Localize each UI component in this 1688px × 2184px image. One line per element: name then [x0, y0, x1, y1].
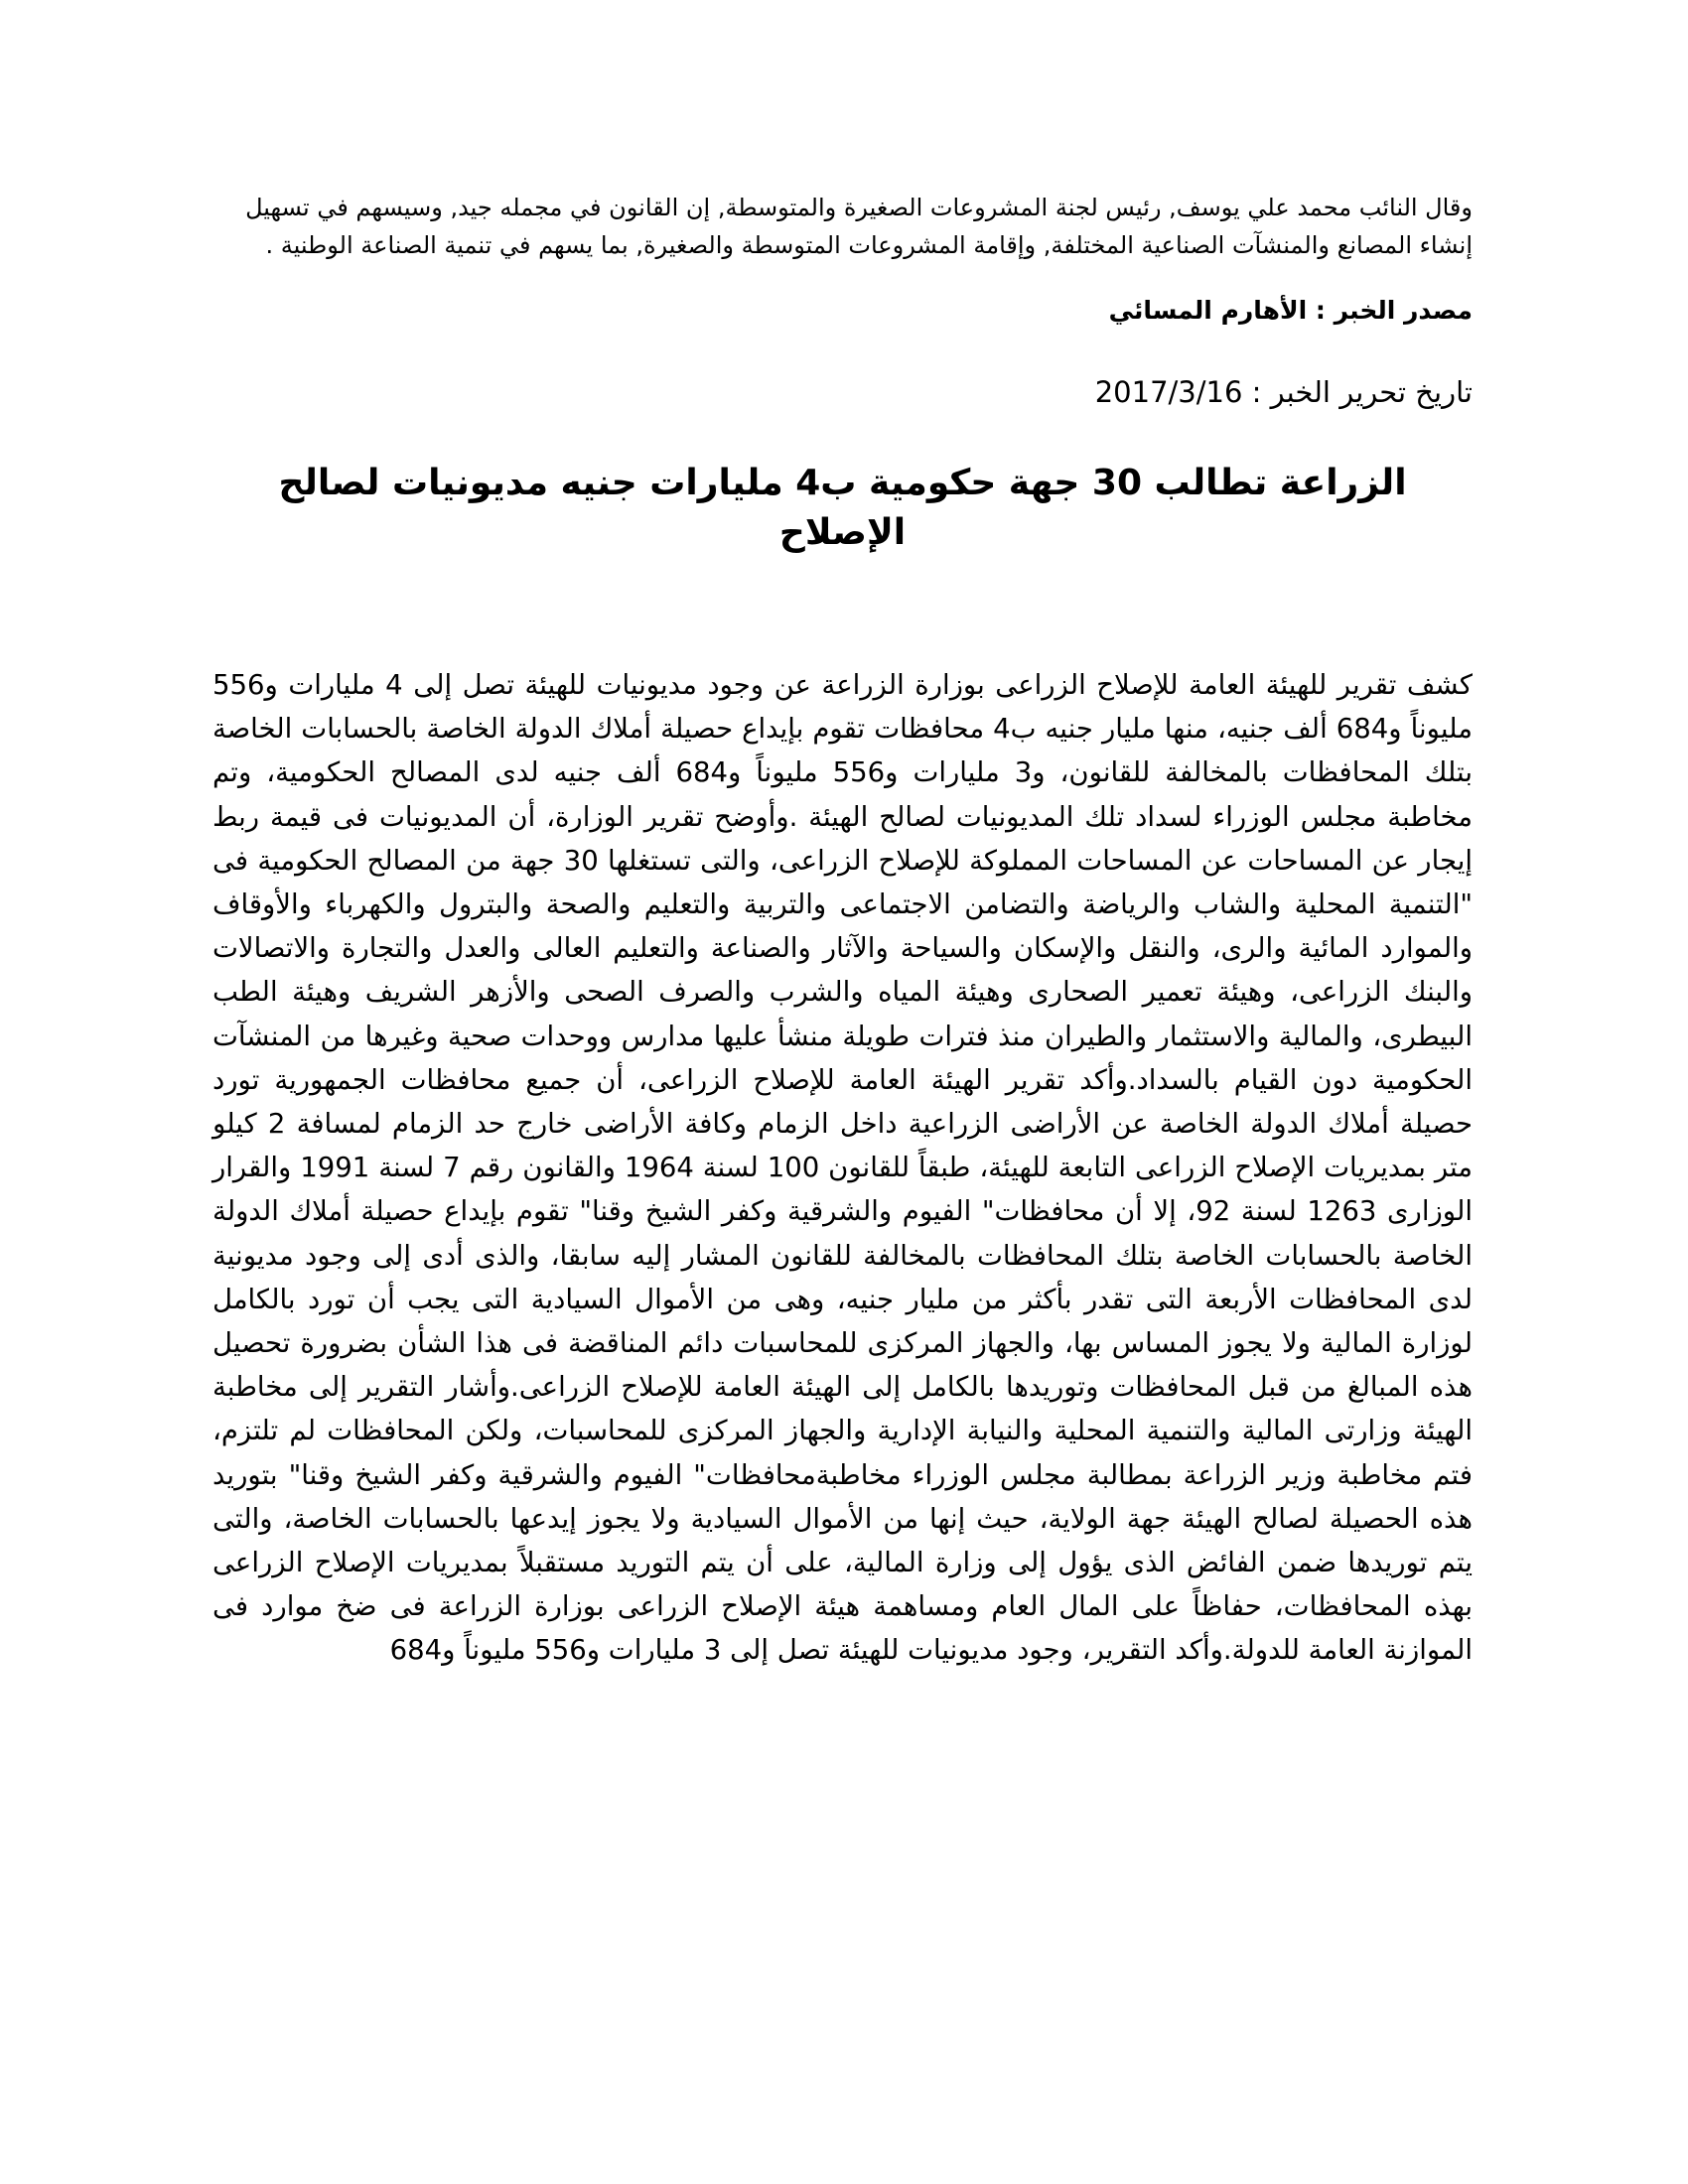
news-date: تاريخ تحرير الخبر : 2017/3/16	[1094, 375, 1473, 409]
intro-paragraph: وقال النائب محمد علي يوسف, رئيس لجنة المشروعات الصغيرة والمتوسطة, إن القانون في مجمله جيد, وسيسهم في تسهيل إنشاء المصانع والمنشآت الصناعية المختلفة, وإقامة المشروعات المتوسطة والصغيرة, بما يسهم في تنمية الصناعة الوطنية .	[245, 194, 1473, 259]
article-headline: الزراعة تطالب 30 جهة حكومية ب4 مليارات جنيه مديونيات لصالح الإصلاح	[278, 463, 1407, 553]
article-body: كشف تقرير للهيئة العامة للإصلاح الزراعى بوزارة الزراعة عن وجود مديونيات للهيئة تصل إلى 4 مليارات و556 مليوناً و684 ألف جنيه، منها مليار جنيه ب4 محافظات تقوم بإيداع حصيلة أملاك الدولة الخاصة بالحسابات الخاصة بتلك المحافظات بالمخالفة للقانون، و3 مليارات و556 مليوناً و684 ألف جنيه لدى المصالح الحكومية، وتم مخاطبة مجلس الوزراء لسداد تلك المديونيات لصالح الهيئة .وأوضح تقرير الوزارة، أن المديونيات فى قيمة ربط إيجار عن المساحات عن المساحات المملوكة للإصلاح الزراعى، والتى تستغلها 30 جهة من المصالح الحكومية فى "التنمية المحلية والشاب والرياضة والتضامن الاجتماعى والتربية والتعليم والصحة والبترول والكهرباء والأوقاف والموارد المائية والرى، والنقل والإسكان والسياحة والآثار والصناعة والتعليم العالى والعدل والتجارة والاتصالات والبنك الزراعى، وهيئة تعمير الصحارى وهيئة المياه والشرب والصرف الصحى والأزهر الشريف وهيئة الطب البيطرى، والمالية والاستثمار والطيران منذ فترات طويلة منشأ عليها مدارس ووحدات صحية وغيرها من المنشآت الحكومية دون القيام بالسداد.وأكد تقرير الهيئة العامة للإصلاح الزراعى، أن جميع محافظات الجمهورية تورد حصيلة أملاك الدولة الخاصة عن الأراضى الزراعية داخل الزمام وكافة الأراضى خارج حد الزمام لمسافة 2 كيلو متر بمديريات الإصلاح الزراعى التابعة للهيئة، طبقاً للقانون 100 لسنة 1964 والقانون رقم 7 لسنة 1991 والقرار الوزارى 1263 لسنة 92، إلا أن محافظات" الفيوم والشرقية وكفر الشيخ وقنا" تقوم بإيداع حصيلة أملاك الدولة الخاصة بالحسابات الخاصة بتلك المحافظات بالمخالفة للقانون المشار إليه سابقا، والذى أدى إلى وجود مديونية لدى المحافظات الأربعة التى تقدر بأكثر من مليار جنيه، وهى من الأموال السيادية التى يجب أن تورد بالكامل لوزارة المالية ولا يجوز المساس بها، والجهاز المركزى للمحاسبات دائم المناقضة فى هذا الشأن بضرورة تحصيل هذه المبالغ من قبل المحافظات وتوريدها بالكامل إلى الهيئة العامة للإصلاح الزراعى.وأشار التقرير إلى مخاطبة الهيئة وزارتى المالية والتنمية المحلية والنيابة الإدارية والجهاز المركزى للمحاسبات، ولكن المحافظات لم تلتزم، فتم مخاطبة وزير الزراعة بمطالبة مجلس الوزراء مخاطبةمحافظات" الفيوم والشرقية وكفر الشيخ وقنا" بتوريد هذه الحصيلة لصالح الهيئة جهة الولاية، حيث إنها من الأموال السيادية ولا يجوز إيدعها بالحسابات الخاصة، والتى يتم توريدها ضمن الفائض الذى يؤول إلى وزارة المالية، على أن يتم التوريد مستقبلاً بمديريات الإصلاح الزراعى بهذه المحافظات، حفاظاً على المال العام ومساهمة هيئة الإصلاح الزراعى بوزارة الزراعة فى ضخ موارد فى الموازنة العامة للدولة.وأكد التقرير، وجود مديونيات للهيئة تصل إلى 3 مليارات و556 مليوناً و684	[212, 669, 1474, 1667]
news-source: مصدر الخبر : الأهارم المسائي	[1108, 296, 1473, 325]
